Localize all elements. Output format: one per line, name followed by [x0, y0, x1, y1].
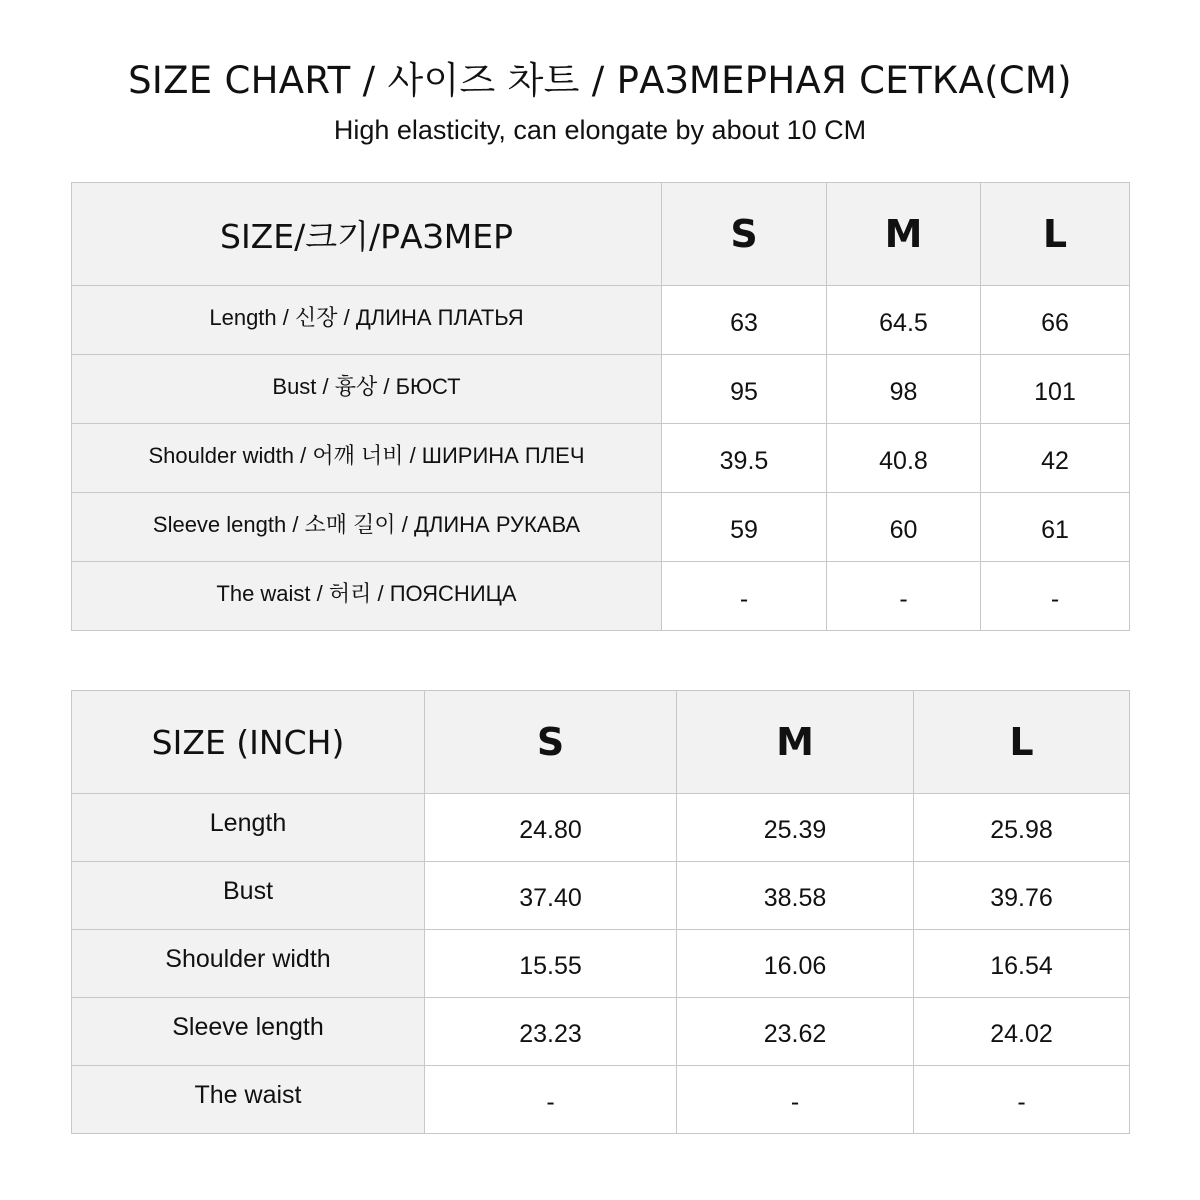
row-label-text: Length / 신장 / ДЛИНА ПЛАТЬЯ — [209, 304, 524, 330]
page-subtitle: High elasticity, can elongate by about 10 CM — [333, 115, 867, 145]
inch-size-table — [71, 690, 1130, 1134]
row-label — [72, 998, 425, 1066]
size-header-s: S — [425, 691, 677, 794]
value-cell: - — [914, 1066, 1130, 1134]
table-row — [72, 1066, 1130, 1134]
row-label-text: Bust — [222, 877, 274, 905]
row-label — [72, 930, 425, 998]
value-cell: 61 — [981, 493, 1130, 562]
value-cell: 24.02 — [914, 998, 1130, 1066]
row-label — [72, 562, 662, 631]
value-cell: 66 — [981, 286, 1130, 355]
size-header-s: S — [662, 183, 827, 286]
value-cell: 39.76 — [914, 862, 1130, 930]
size-header-label: SIZE/크기/РАЗМЕР — [72, 183, 662, 286]
value-cell: 37.40 — [425, 862, 677, 930]
value-cell: 95 — [662, 355, 827, 424]
value-cell: 63 — [662, 286, 827, 355]
table-row — [72, 930, 1130, 998]
row-label-text: Length — [209, 809, 287, 837]
value-cell: 23.62 — [677, 998, 914, 1066]
row-label — [72, 862, 425, 930]
value-cell: - — [425, 1066, 677, 1134]
value-cell: 16.06 — [677, 930, 914, 998]
row-label — [72, 424, 662, 493]
value-cell: - — [981, 562, 1130, 631]
value-cell: 25.39 — [677, 794, 914, 862]
row-label-text: The waist — [194, 1081, 302, 1109]
table-row — [72, 355, 1130, 424]
value-cell: 25.98 — [914, 794, 1130, 862]
size-header-label: SIZE (INCH) — [72, 691, 425, 794]
value-cell: 40.8 — [827, 424, 981, 493]
cm-size-table — [71, 182, 1130, 631]
row-label — [72, 1066, 425, 1134]
value-cell: 98 — [827, 355, 981, 424]
value-cell: 42 — [981, 424, 1130, 493]
value-cell: 101 — [981, 355, 1130, 424]
value-cell: 16.54 — [914, 930, 1130, 998]
value-cell: 38.58 — [677, 862, 914, 930]
value-cell: 24.80 — [425, 794, 677, 862]
row-label — [72, 355, 662, 424]
table-header-row — [72, 183, 1130, 286]
page-title: SIZE CHART / 사이즈 차트 / РАЗМЕРНАЯ СЕТКА(CM) — [128, 59, 1072, 102]
table-row — [72, 794, 1130, 862]
row-label-text: Sleeve length / 소매 길이 / ДЛИНА РУКАВА — [152, 511, 581, 537]
row-label-text: Shoulder width / 어깨 너비 / ШИРИНА ПЛЕЧ — [148, 442, 585, 468]
value-cell: 15.55 — [425, 930, 677, 998]
row-label-text: Sleeve length — [172, 1013, 324, 1041]
size-header-m: M — [827, 183, 981, 286]
value-cell: - — [662, 562, 827, 631]
table-row — [72, 424, 1130, 493]
value-cell: - — [677, 1066, 914, 1134]
table-row — [72, 998, 1130, 1066]
value-cell: - — [827, 562, 981, 631]
row-label-text: Shoulder width — [165, 945, 331, 973]
table-header-row — [72, 691, 1130, 794]
value-cell: 60 — [827, 493, 981, 562]
table-row — [72, 493, 1130, 562]
value-cell: 64.5 — [827, 286, 981, 355]
row-label — [72, 794, 425, 862]
value-cell: 23.23 — [425, 998, 677, 1066]
row-label — [72, 493, 662, 562]
size-header-l: L — [981, 183, 1130, 286]
value-cell: 39.5 — [662, 424, 827, 493]
row-label-text: Bust / 흉상 / БЮСТ — [272, 373, 461, 399]
size-header-m: M — [677, 691, 914, 794]
table-row — [72, 562, 1130, 631]
value-cell: 59 — [662, 493, 827, 562]
table-row — [72, 862, 1130, 930]
row-label — [72, 286, 662, 355]
row-label-text: The waist / 허리 / ПОЯСНИЦА — [216, 580, 517, 606]
size-header-l: L — [914, 691, 1130, 794]
table-row — [72, 286, 1130, 355]
